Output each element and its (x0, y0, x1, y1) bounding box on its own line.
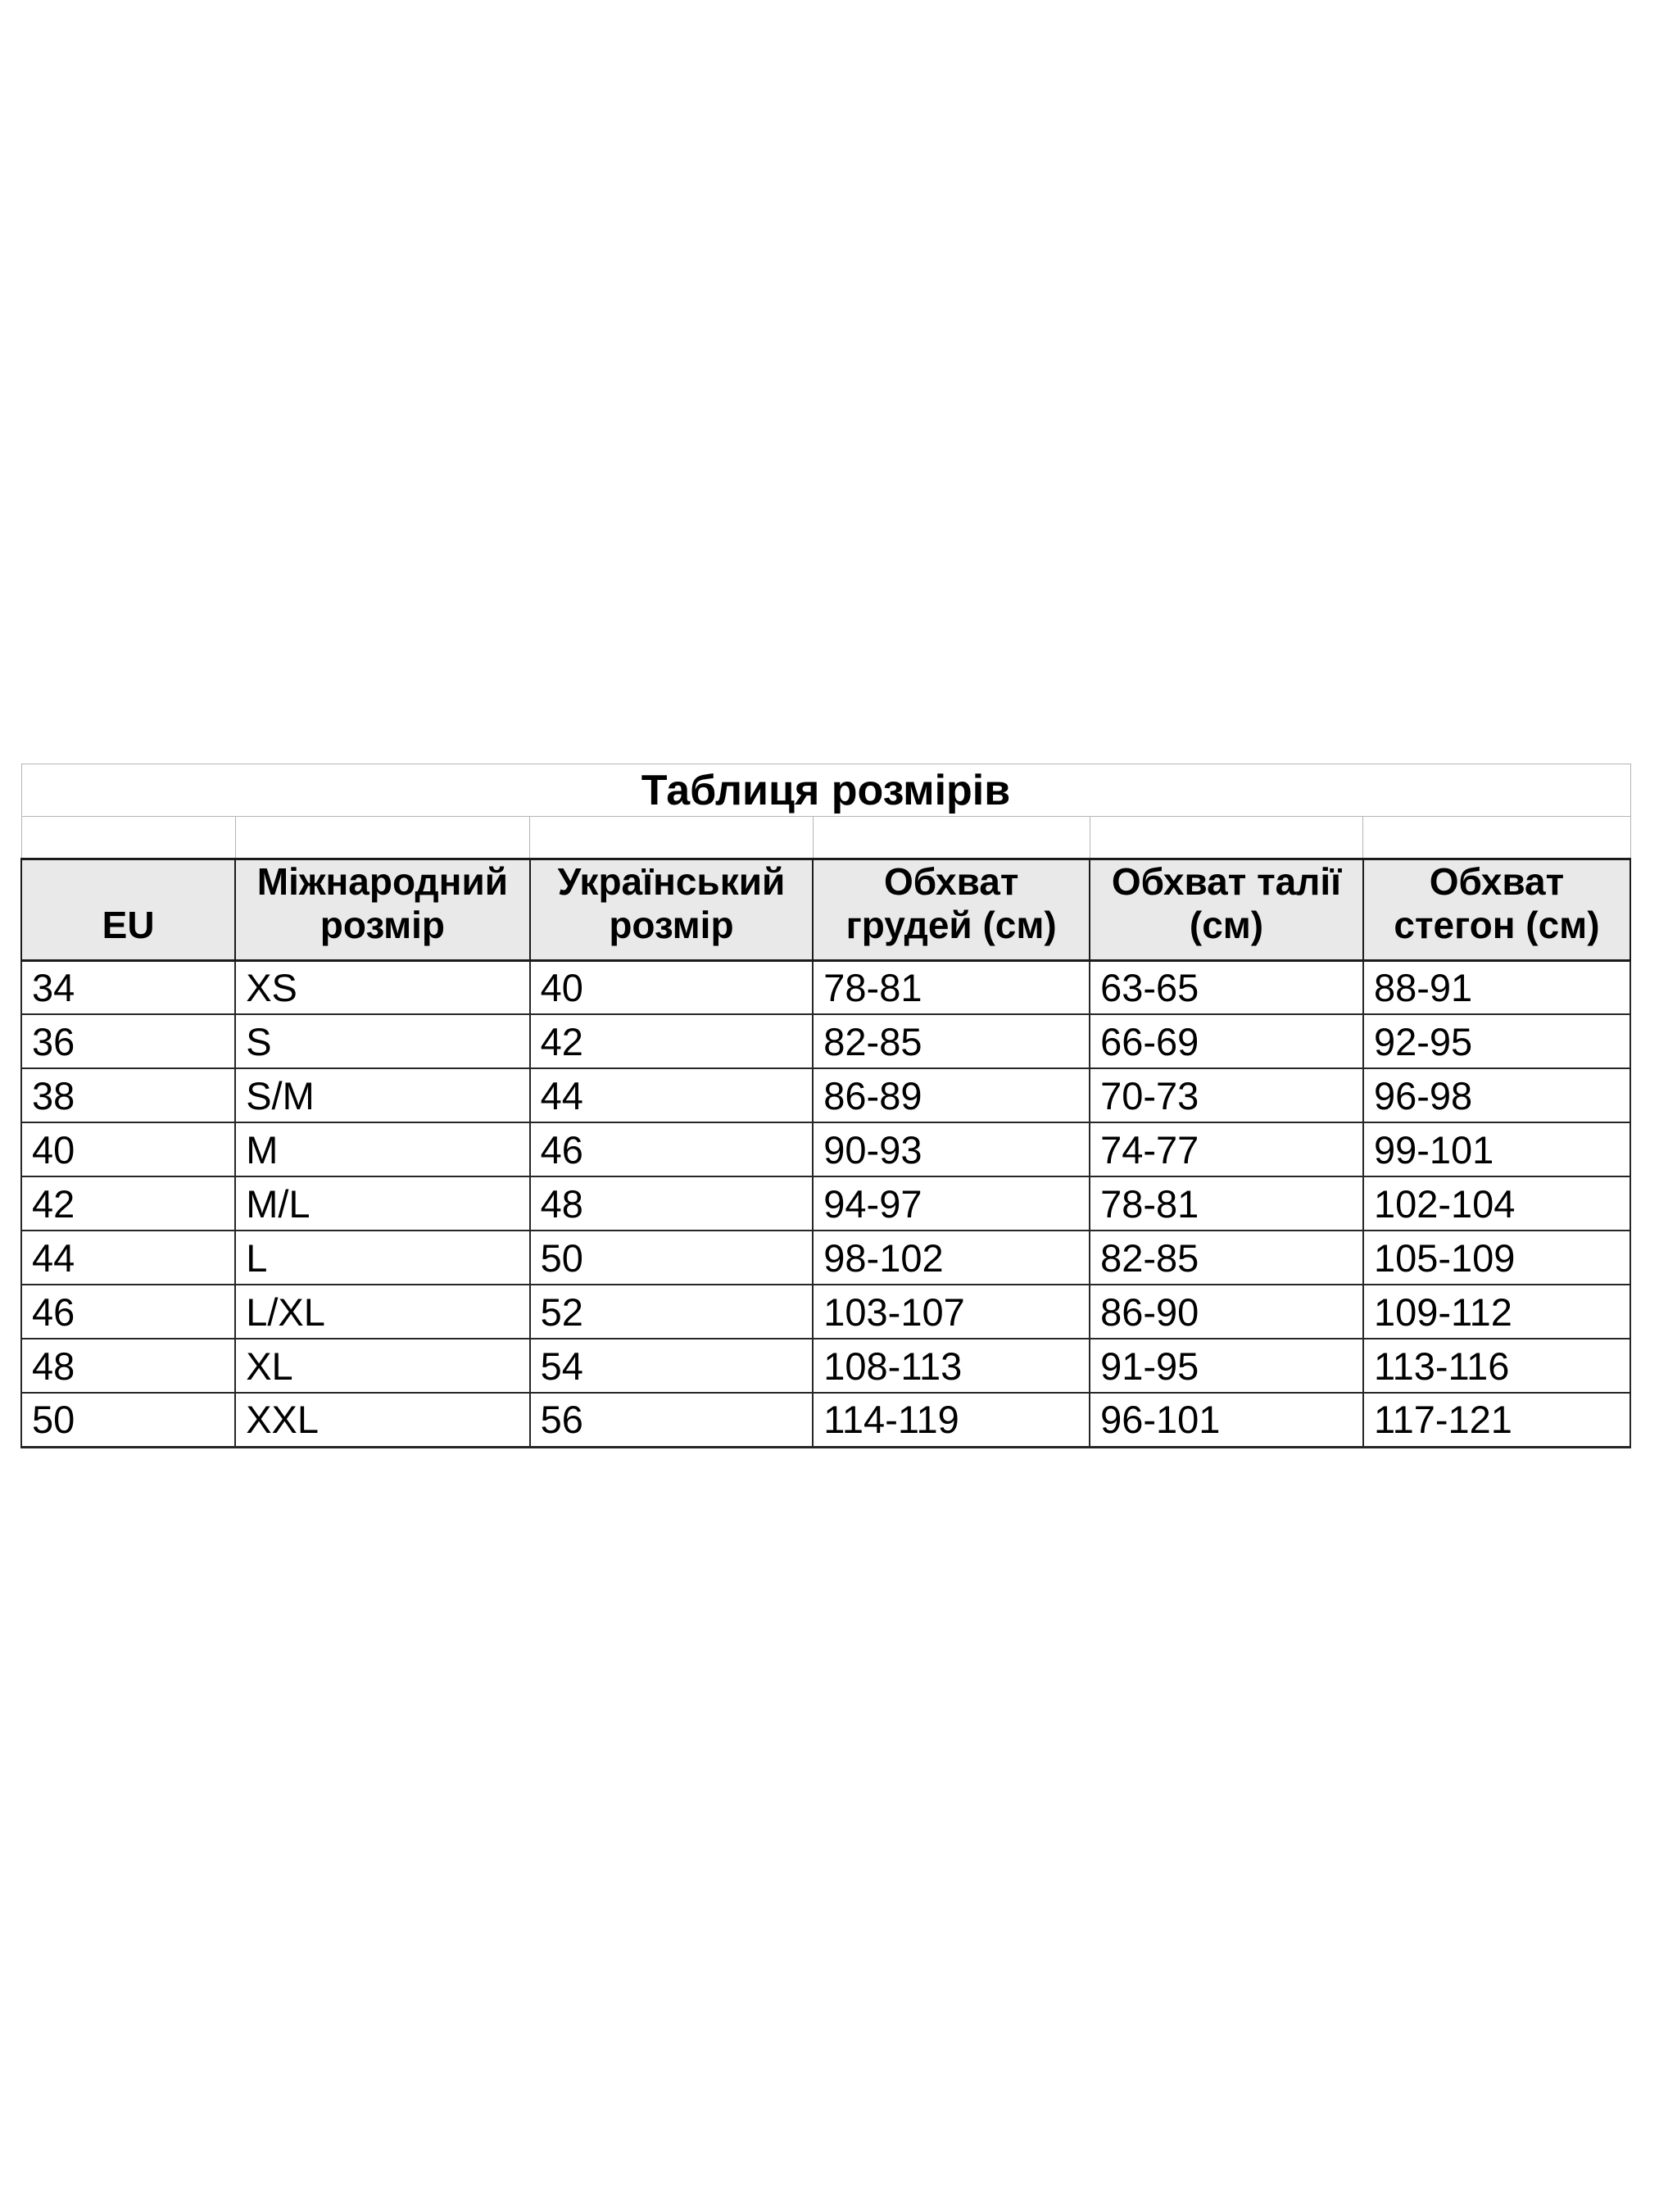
table-cell: 92-95 (1363, 1014, 1630, 1068)
spacer-cell (235, 817, 529, 859)
table-cell: XXL (235, 1393, 529, 1447)
table-cell: 36 (21, 1014, 235, 1068)
table-cell: 108-113 (813, 1339, 1090, 1393)
col-header-eu: EU (21, 859, 235, 961)
table-cell: 117-121 (1363, 1393, 1630, 1447)
header-row (21, 859, 1630, 961)
table-cell: 113-116 (1363, 1339, 1630, 1393)
table-cell: 63-65 (1090, 960, 1363, 1014)
table-cell: 34 (21, 960, 235, 1014)
table-cell: 46 (21, 1285, 235, 1339)
table-cell: 82-85 (813, 1014, 1090, 1068)
table-cell: 48 (21, 1339, 235, 1393)
table-cell: 105-109 (1363, 1231, 1630, 1285)
table-cell: 74-77 (1090, 1122, 1363, 1176)
table-cell: 99-101 (1363, 1122, 1630, 1176)
table-cell: 38 (21, 1068, 235, 1122)
table-cell: 114-119 (813, 1393, 1090, 1447)
table-cell: 90-93 (813, 1122, 1090, 1176)
table-cell: S/M (235, 1068, 529, 1122)
table-cell: 42 (530, 1014, 814, 1068)
spacer-cell (813, 817, 1090, 859)
col-header-waist: Обхват талії (см) (1090, 859, 1363, 961)
table-cell: 56 (530, 1393, 814, 1447)
table-cell: M/L (235, 1176, 529, 1231)
table-cell: 88-91 (1363, 960, 1630, 1014)
table-row (21, 1231, 1630, 1285)
table-cell: XS (235, 960, 529, 1014)
table-cell: 94-97 (813, 1176, 1090, 1231)
table-cell: 40 (530, 960, 814, 1014)
spacer-cell (1363, 817, 1630, 859)
table-cell: 46 (530, 1122, 814, 1176)
table-cell: 52 (530, 1285, 814, 1339)
table-row (21, 1068, 1630, 1122)
table-row (21, 1339, 1630, 1393)
spacer-cell (1090, 817, 1363, 859)
table-cell: 102-104 (1363, 1176, 1630, 1231)
spacer-row (21, 817, 1630, 859)
col-header-international-size: Міжнародний розмір (235, 859, 529, 961)
table-cell: 50 (530, 1231, 814, 1285)
table-row (21, 1176, 1630, 1231)
table-row (21, 1285, 1630, 1339)
table-cell: 96-101 (1090, 1393, 1363, 1447)
table-cell: 96-98 (1363, 1068, 1630, 1122)
table-cell: S (235, 1014, 529, 1068)
table-cell: L/XL (235, 1285, 529, 1339)
table-cell: 54 (530, 1339, 814, 1393)
table-cell: 78-81 (1090, 1176, 1363, 1231)
spacer-cell (21, 817, 235, 859)
table-cell: M (235, 1122, 529, 1176)
table-title: Таблиця розмірів (21, 764, 1630, 817)
table-cell: 78-81 (813, 960, 1090, 1014)
table-row (21, 1122, 1630, 1176)
col-header-hips: Обхват стегон (см) (1363, 859, 1630, 961)
table-cell: 50 (21, 1393, 235, 1447)
table-cell: 103-107 (813, 1285, 1090, 1339)
table-title-row (21, 764, 1630, 817)
table-cell: 98-102 (813, 1231, 1090, 1285)
table-cell: 70-73 (1090, 1068, 1363, 1122)
table-cell: XL (235, 1339, 529, 1393)
table-cell: 40 (21, 1122, 235, 1176)
table-cell: 44 (21, 1231, 235, 1285)
col-header-chest: Обхват грудей (см) (813, 859, 1090, 961)
table-cell: 91-95 (1090, 1339, 1363, 1393)
table-cell: 109-112 (1363, 1285, 1630, 1339)
table-cell: 82-85 (1090, 1231, 1363, 1285)
table-row (21, 1393, 1630, 1447)
table-cell: 66-69 (1090, 1014, 1363, 1068)
table-cell: 48 (530, 1176, 814, 1231)
spacer-cell (530, 817, 814, 859)
table-cell: L (235, 1231, 529, 1285)
table-cell: 86-89 (813, 1068, 1090, 1122)
table-row (21, 1014, 1630, 1068)
table-cell: 44 (530, 1068, 814, 1122)
table-cell: 42 (21, 1176, 235, 1231)
table-cell: 86-90 (1090, 1285, 1363, 1339)
table-row (21, 960, 1630, 1014)
size-chart-table (20, 764, 1631, 1448)
col-header-ukrainian-size: Український розмір (530, 859, 814, 961)
